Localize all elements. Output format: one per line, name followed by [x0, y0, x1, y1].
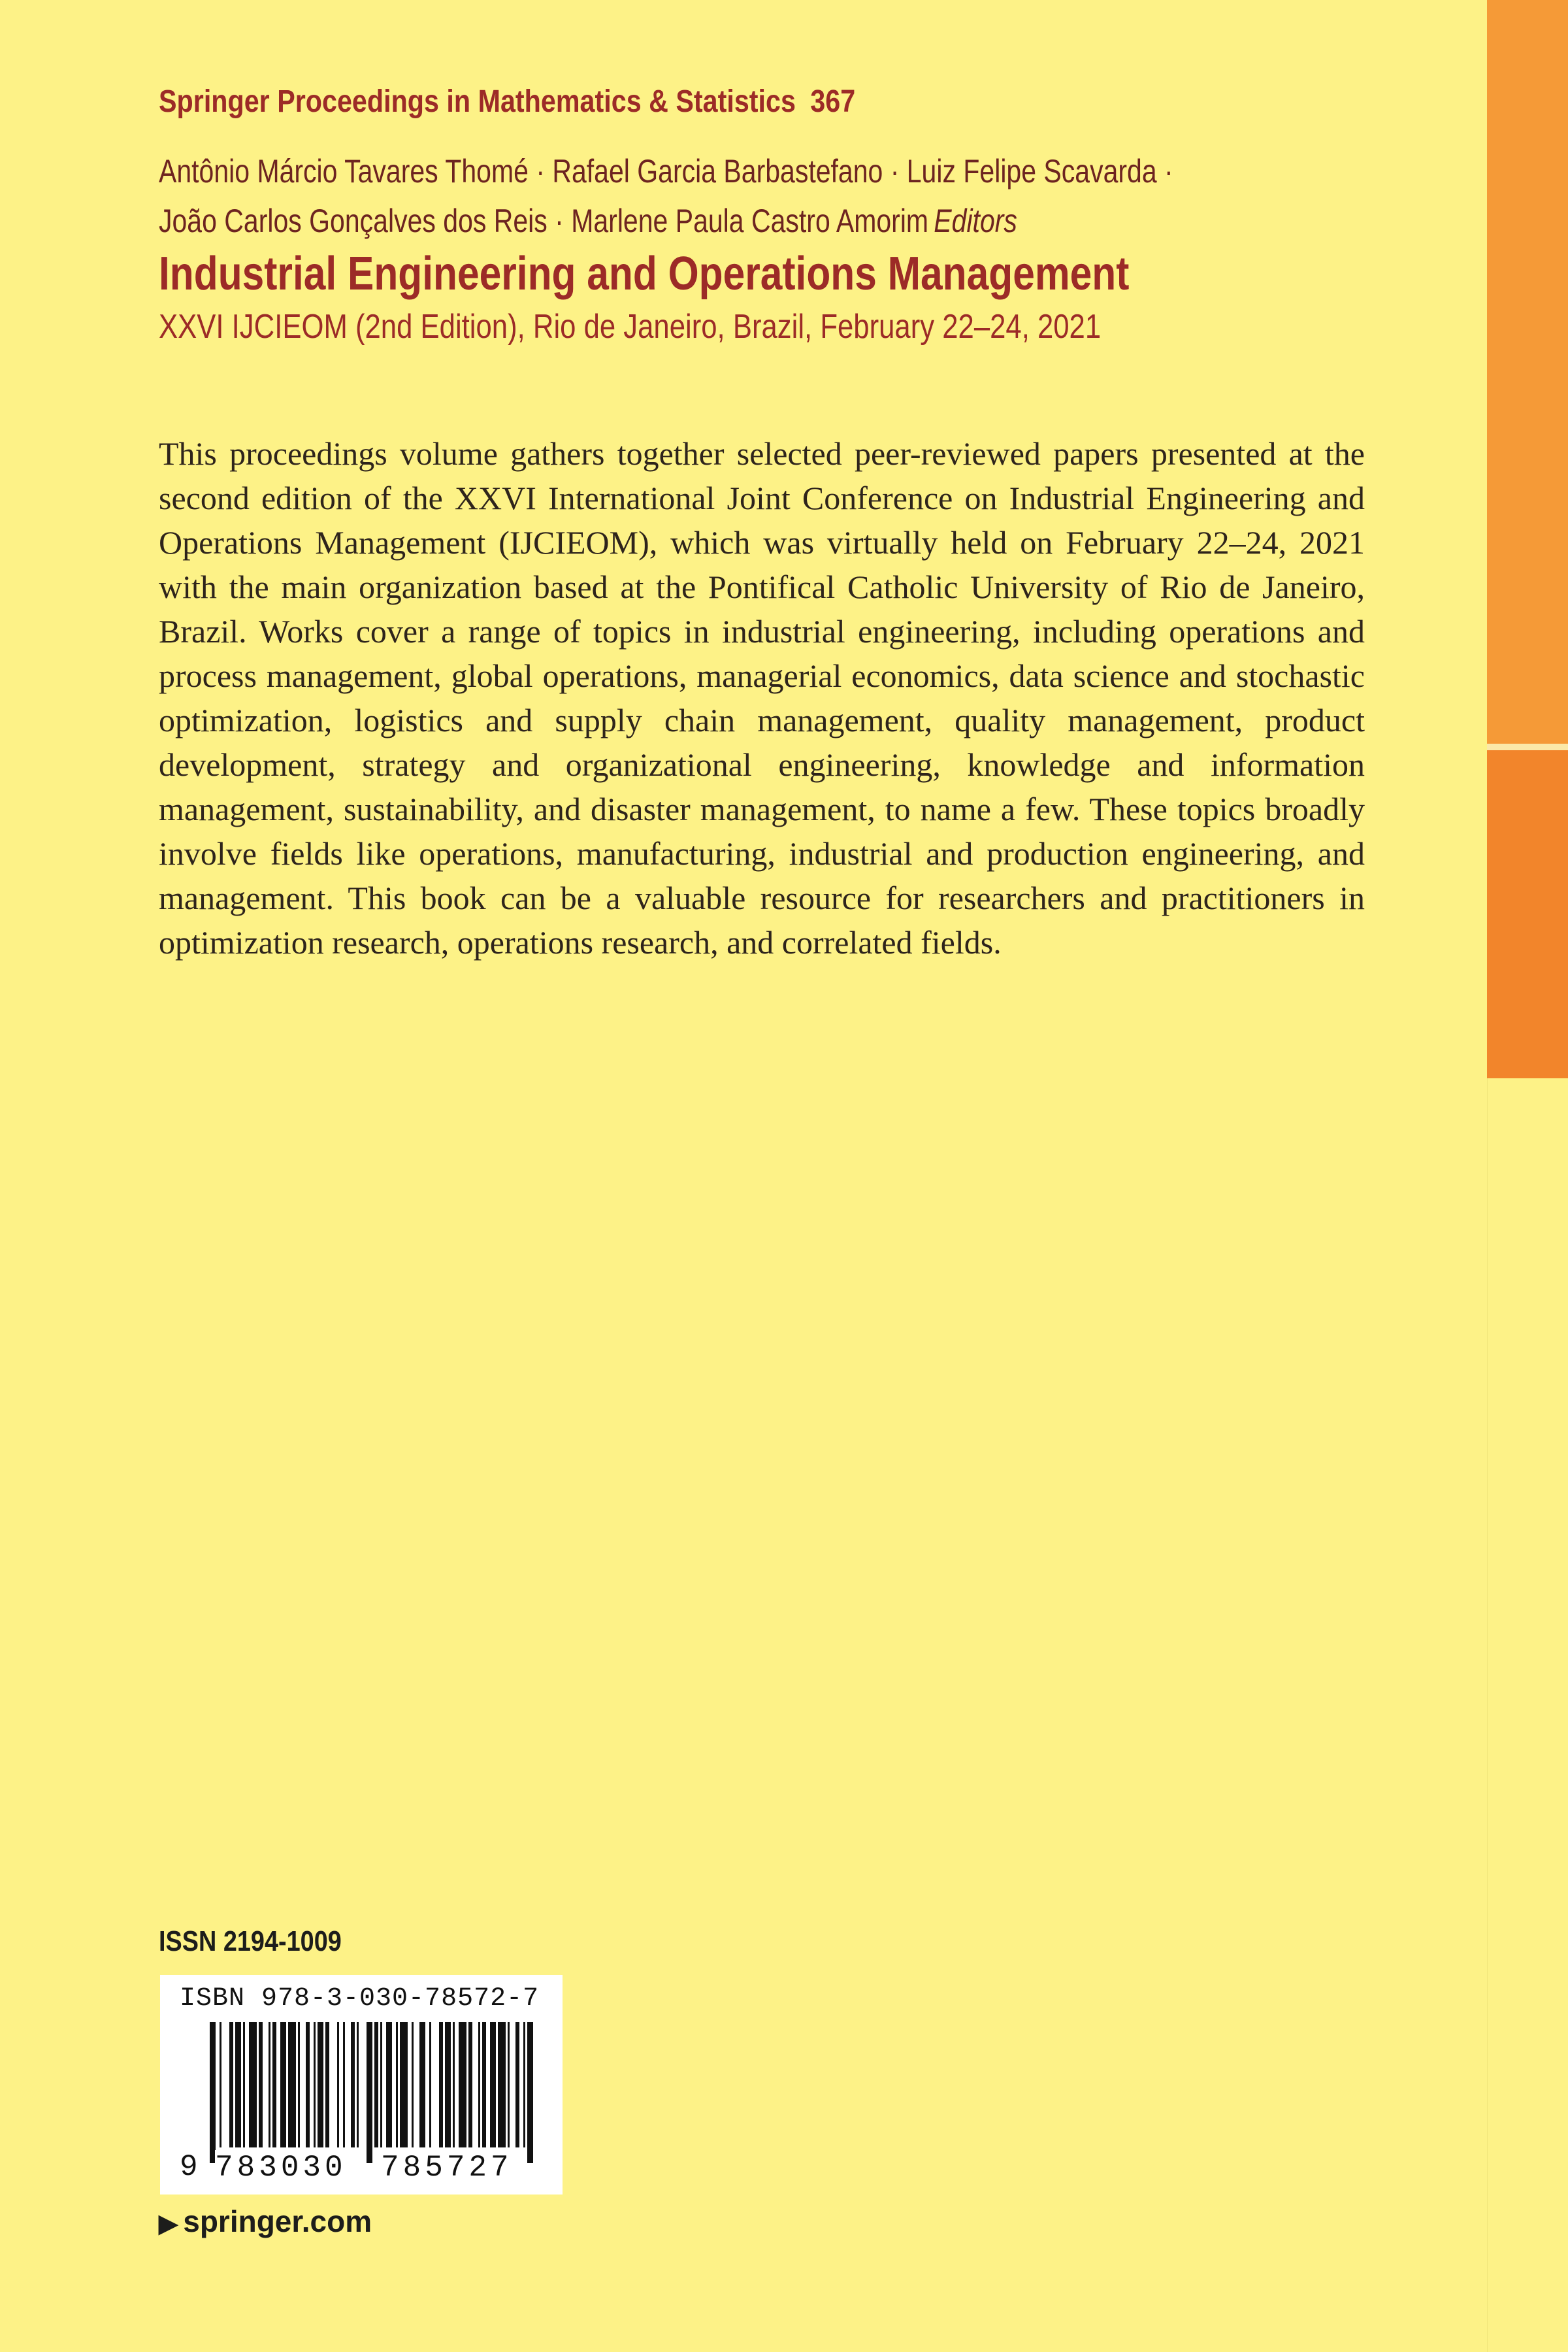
book-abstract: This proceedings volume gathers together selected peer-reviewed papers presented at the second edition of the XXVI International Joint Conference on Industrial Engineering and Operations Management (IJCIEOM), which was virtually held on February 22–24, 2021 with the main organization based at the Pontifical Catholic University of Rio de Janeiro, Brazil. Works cover a range of topics in industrial engineering, including operations and process management, global operations, managerial economics, data science and stochastic optimization, logistics and supply chain management, quality management, product development, strategy and organizational engineering, knowledge and information management, sustainability, and disaster management, to name a few. These topics broadly involve fields like operations, manufacturing, industrial and production engineering, and management. This book can be a valuable resource for researchers and practitioners in optimization research, operations research, and correlated fields.: [159, 435, 1365, 961]
barcode-bar: [298, 2022, 300, 2147]
barcode-bar: [459, 2022, 466, 2147]
book-title: Industrial Engineering and Operations Management: [159, 248, 1130, 300]
barcode-bar: [490, 2022, 496, 2147]
barcode-bar: [318, 2022, 323, 2147]
barcode-bar: [445, 2022, 451, 2147]
barcode-bar: [249, 2022, 257, 2147]
spine-stripe-divider: [1487, 744, 1568, 750]
series-name: Springer Proceedings in Mathematics & Statistics: [159, 84, 796, 119]
barcode-bar: [357, 2022, 359, 2147]
barcode-bar: [498, 2022, 506, 2147]
springer-website-text: springer.com: [183, 2204, 372, 2238]
editors-line-2: João Carlos Gonçalves dos Reis · Marlene Paula Castro Amorim: [159, 203, 929, 239]
barcode-bar: [419, 2022, 425, 2147]
barcode-bar: [325, 2022, 329, 2147]
spine-stripe-lower: [1487, 750, 1568, 1078]
series-line: [159, 84, 1226, 120]
barcode-bars: [210, 2022, 536, 2166]
barcode-bar: [482, 2022, 486, 2147]
barcode-bar: [386, 2022, 392, 2147]
barcode-bar: [515, 2022, 519, 2147]
barcode-bar: [508, 2022, 510, 2147]
issn-label: ISSN 2194-1009: [159, 1925, 342, 1957]
barcode-bar: [280, 2022, 286, 2147]
barcode-bar: [243, 2022, 245, 2147]
barcode-bar: [272, 2022, 276, 2147]
ean-left-digits: 783030: [215, 2151, 347, 2185]
barcode-bar: [412, 2022, 414, 2147]
barcode-bar: [367, 2022, 372, 2163]
play-arrow-icon: ▶: [159, 2210, 178, 2238]
barcode-bar: [439, 2022, 443, 2147]
editors-line-1: Antônio Márcio Tavares Thomé · Rafael Garcia Barbastefano · Luiz Felipe Scavarda ·: [159, 153, 1173, 190]
ean-right-digits: 785727: [381, 2151, 513, 2185]
barcode-bar: [269, 2022, 270, 2147]
barcode-bar: [210, 2022, 216, 2163]
book-subtitle: XXVI IJCIEOM (2nd Edition), Rio de Janeiro, Brazil, February 22–24, 2021: [159, 308, 1102, 346]
editors-block: [159, 146, 1230, 246]
barcode-bar: [235, 2022, 241, 2147]
isbn-barcode: [160, 1975, 563, 2195]
isbn-label: ISBN 978-3-030-78572-7: [180, 1984, 540, 2013]
barcode-bar: [527, 2022, 533, 2163]
editors-role: Editors: [934, 203, 1017, 239]
barcode-bar: [288, 2022, 296, 2147]
barcode-bar: [220, 2022, 221, 2147]
barcode-bar: [380, 2022, 382, 2147]
barcode-bar: [314, 2022, 316, 2147]
barcode-bar: [523, 2022, 525, 2147]
barcode-bar: [468, 2022, 472, 2147]
springer-website-link[interactable]: [159, 2204, 372, 2239]
barcode-bar: [374, 2022, 378, 2147]
barcode-bar: [343, 2022, 345, 2147]
series-number: 367: [810, 84, 856, 119]
barcode-bar: [306, 2022, 310, 2147]
barcode-bar: [453, 2022, 455, 2147]
barcode-bar: [351, 2022, 355, 2147]
ean-lead-digit: 9: [180, 2150, 198, 2184]
barcode-bar: [259, 2022, 263, 2147]
spine-stripe-upper: [1487, 0, 1568, 744]
barcode-bar: [396, 2022, 398, 2147]
barcode-bar: [337, 2022, 339, 2147]
barcode-bar: [229, 2022, 233, 2147]
barcode-bar: [400, 2022, 408, 2147]
spine-stripe-bottom: [1487, 1078, 1568, 2352]
barcode-bar: [478, 2022, 480, 2147]
barcode-bar: [429, 2022, 431, 2147]
